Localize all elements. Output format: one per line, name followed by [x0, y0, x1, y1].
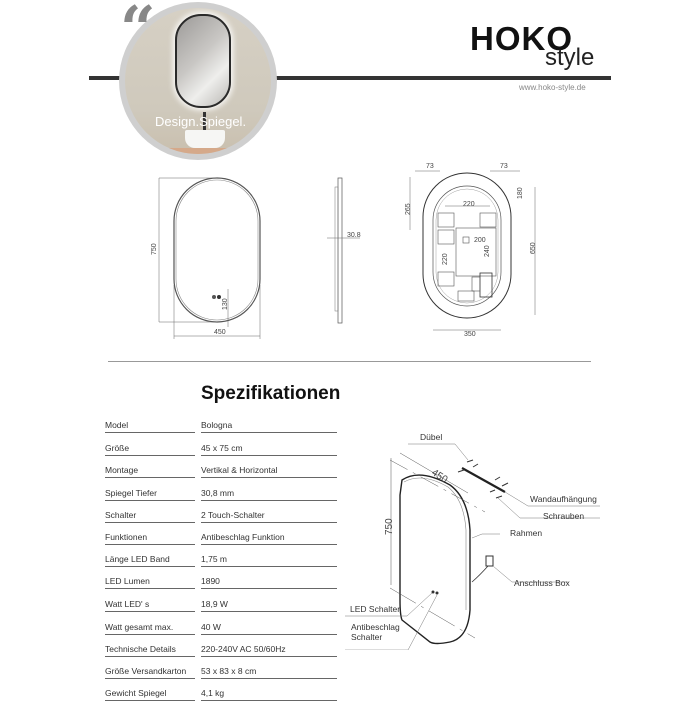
spec-label: Watt LED' s — [105, 599, 195, 612]
side-depth-dim: 30.8 — [347, 232, 361, 239]
spec-label: Gewicht Spiegel — [105, 688, 195, 701]
section-divider — [108, 361, 591, 362]
spec-value: 18,9 W — [201, 599, 337, 612]
callout-antibeschlag: Antibeschlag — [351, 622, 400, 632]
back-box-height-dim: 240 — [484, 245, 491, 257]
mirror-photo — [175, 14, 231, 108]
spec-label: Funktionen — [105, 532, 195, 545]
spec-value: 220-240V AC 50/60Hz — [201, 644, 337, 657]
spec-label: Schalter — [105, 510, 195, 523]
back-left-height-dim: 265 — [405, 203, 412, 215]
callout-antibeschlag-schalter: Schalter — [351, 632, 383, 642]
spec-label: Model — [105, 420, 195, 433]
exploded-height-dim: 750 — [384, 518, 395, 535]
spec-value: 45 x 75 cm — [201, 443, 337, 456]
spec-label: Technische Details — [105, 644, 195, 657]
callout-schrauben: Schrauben — [543, 511, 585, 521]
spec-value: 40 W — [201, 622, 337, 635]
back-inner-width-dim: 220 — [463, 201, 475, 208]
back-left-offset-dim: 73 — [426, 163, 434, 170]
front-width-dim: 450 — [214, 329, 226, 336]
header-rule-right — [275, 76, 611, 80]
back-box-width-dim: 200 — [474, 237, 486, 244]
spec-label: Länge LED Band — [105, 554, 195, 567]
spec-value: 2 Touch-Schalter — [201, 510, 337, 523]
callout-rahmen: Rahmen — [510, 528, 543, 538]
spec-value: Bologna — [201, 420, 337, 433]
back-bottom-width-dim: 350 — [464, 331, 476, 338]
website-url: www.hoko-style.de — [519, 83, 586, 92]
spec-title: Spezifikationen — [201, 383, 341, 404]
exploded-view-drawing — [340, 420, 600, 650]
spec-label: Größe Versandkarton — [105, 666, 195, 679]
spec-label: LED Lumen — [105, 576, 195, 589]
spec-value: Antibeschlag Funktion — [201, 532, 337, 545]
back-right-offset-dim: 73 — [500, 163, 508, 170]
switch-offset-dim: 130 — [222, 298, 229, 310]
exploded-width-dim: 450 — [429, 467, 450, 486]
back-total-height-dim: 650 — [530, 242, 537, 254]
spec-value: 53 x 83 x 8 cm — [201, 666, 337, 679]
spec-label: Montage — [105, 465, 195, 478]
spec-value: 1890 — [201, 576, 337, 589]
callout-wandaufhaengung: Wandaufhängung — [530, 494, 597, 504]
quote-icon: “ — [120, 0, 150, 65]
spec-value: 30,8 mm — [201, 488, 337, 501]
back-inner-height-dim: 220 — [442, 253, 449, 265]
spec-value: Vertikal & Horizontal — [201, 465, 337, 478]
spec-label: Watt gesamt max. — [105, 622, 195, 635]
callout-led-schalter: LED Schalter — [350, 604, 401, 614]
front-view-drawing — [140, 165, 380, 350]
back-top-offset-dim: 180 — [517, 187, 524, 199]
spec-value: 4,1 kg — [201, 688, 337, 701]
front-height-dim: 750 — [151, 243, 158, 255]
spec-label: Größe — [105, 443, 195, 456]
callout-duebel: Dübel — [420, 432, 443, 442]
spec-label: Spiegel Tiefer — [105, 488, 195, 501]
hero-caption: Design.Spiegel. — [155, 114, 247, 129]
spec-value: 1,75 m — [201, 554, 337, 567]
callout-anschluss-box: Anschluss Box — [514, 578, 570, 588]
brand-logo-sub: style — [545, 44, 595, 71]
brand-logo: HOKO — [470, 20, 573, 57]
